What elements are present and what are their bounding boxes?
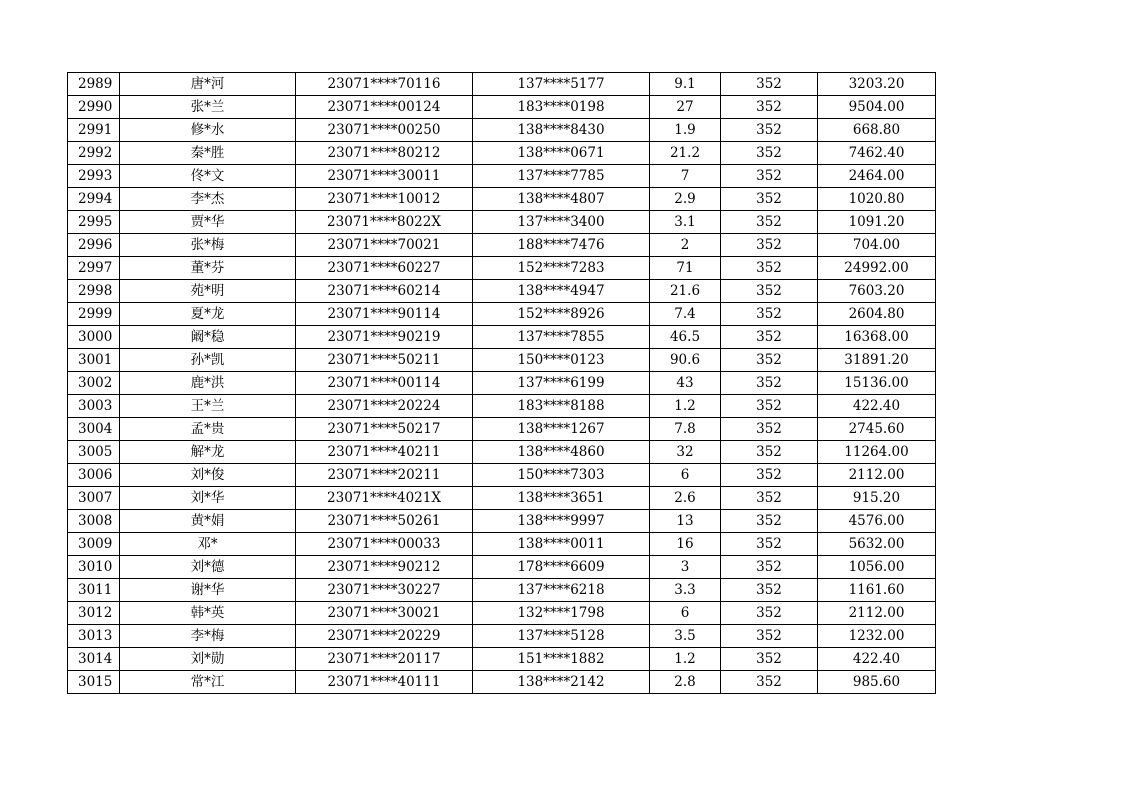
phone-cell: 138****4947 — [473, 280, 650, 303]
id-number-cell: 23071****40211 — [296, 441, 473, 464]
amount-cell: 422.40 — [818, 648, 936, 671]
unit-price-cell: 352 — [721, 418, 818, 441]
table-row — [68, 234, 936, 257]
id-number-cell: 23071****50217 — [296, 418, 473, 441]
id-number-cell: 23071****10012 — [296, 188, 473, 211]
serial-number-cell: 2992 — [68, 142, 120, 165]
amount-cell: 24992.00 — [818, 257, 936, 280]
name-cell: 贾*华 — [120, 211, 296, 234]
phone-cell: 188****7476 — [473, 234, 650, 257]
unit-price-cell: 352 — [721, 441, 818, 464]
area-cell: 2.6 — [650, 487, 721, 510]
unit-price-cell: 352 — [721, 648, 818, 671]
phone-cell: 137****6199 — [473, 372, 650, 395]
amount-cell: 2112.00 — [818, 464, 936, 487]
unit-price-cell: 352 — [721, 464, 818, 487]
name-cell: 谢*华 — [120, 579, 296, 602]
serial-number-cell: 3011 — [68, 579, 120, 602]
area-cell: 7.8 — [650, 418, 721, 441]
phone-cell: 138****4807 — [473, 188, 650, 211]
amount-cell: 2604.80 — [818, 303, 936, 326]
phone-cell: 150****0123 — [473, 349, 650, 372]
name-cell: 张*兰 — [120, 96, 296, 119]
phone-cell: 178****6609 — [473, 556, 650, 579]
amount-cell: 985.60 — [818, 671, 936, 694]
serial-number-cell: 3005 — [68, 441, 120, 464]
area-cell: 13 — [650, 510, 721, 533]
area-cell: 21.6 — [650, 280, 721, 303]
amount-cell: 704.00 — [818, 234, 936, 257]
serial-number-cell: 3002 — [68, 372, 120, 395]
serial-number-cell: 3009 — [68, 533, 120, 556]
table-row — [68, 487, 936, 510]
area-cell: 2 — [650, 234, 721, 257]
amount-cell: 2745.60 — [818, 418, 936, 441]
name-cell: 刘*勋 — [120, 648, 296, 671]
area-cell: 46.5 — [650, 326, 721, 349]
amount-cell: 11264.00 — [818, 441, 936, 464]
name-cell: 鹿*洪 — [120, 372, 296, 395]
name-cell: 唐*河 — [120, 73, 296, 96]
unit-price-cell: 352 — [721, 602, 818, 625]
amount-cell: 668.80 — [818, 119, 936, 142]
area-cell: 9.1 — [650, 73, 721, 96]
area-cell: 7.4 — [650, 303, 721, 326]
phone-cell: 137****3400 — [473, 211, 650, 234]
unit-price-cell: 352 — [721, 533, 818, 556]
unit-price-cell: 352 — [721, 257, 818, 280]
area-cell: 1.9 — [650, 119, 721, 142]
serial-number-cell: 3014 — [68, 648, 120, 671]
serial-number-cell: 2996 — [68, 234, 120, 257]
name-cell: 苑*明 — [120, 280, 296, 303]
table-row — [68, 441, 936, 464]
area-cell: 32 — [650, 441, 721, 464]
table-row — [68, 510, 936, 533]
table-row — [68, 280, 936, 303]
serial-number-cell: 3007 — [68, 487, 120, 510]
area-cell: 43 — [650, 372, 721, 395]
phone-cell: 138****8430 — [473, 119, 650, 142]
id-number-cell: 23071****30021 — [296, 602, 473, 625]
table-row — [68, 326, 936, 349]
unit-price-cell: 352 — [721, 326, 818, 349]
unit-price-cell: 352 — [721, 556, 818, 579]
table-row — [68, 165, 936, 188]
table-row — [68, 119, 936, 142]
id-number-cell: 23071****20117 — [296, 648, 473, 671]
phone-cell: 138****3651 — [473, 487, 650, 510]
phone-cell: 150****7303 — [473, 464, 650, 487]
name-cell: 常*江 — [120, 671, 296, 694]
area-cell: 21.2 — [650, 142, 721, 165]
phone-cell: 152****8926 — [473, 303, 650, 326]
unit-price-cell: 352 — [721, 165, 818, 188]
table-row — [68, 625, 936, 648]
table-row — [68, 372, 936, 395]
area-cell: 7 — [650, 165, 721, 188]
table-body — [68, 73, 936, 694]
unit-price-cell: 352 — [721, 211, 818, 234]
name-cell: 佟*文 — [120, 165, 296, 188]
name-cell: 夏*龙 — [120, 303, 296, 326]
name-cell: 孙*凯 — [120, 349, 296, 372]
id-number-cell: 23071****00114 — [296, 372, 473, 395]
phone-cell: 138****2142 — [473, 671, 650, 694]
area-cell: 16 — [650, 533, 721, 556]
phone-cell: 152****7283 — [473, 257, 650, 280]
phone-cell: 137****6218 — [473, 579, 650, 602]
name-cell: 王*兰 — [120, 395, 296, 418]
id-number-cell: 23071****30227 — [296, 579, 473, 602]
table-row — [68, 257, 936, 280]
unit-price-cell: 352 — [721, 234, 818, 257]
amount-cell: 7603.20 — [818, 280, 936, 303]
amount-cell: 3203.20 — [818, 73, 936, 96]
name-cell: 董*芬 — [120, 257, 296, 280]
serial-number-cell: 3015 — [68, 671, 120, 694]
id-number-cell: 23071****20211 — [296, 464, 473, 487]
unit-price-cell: 352 — [721, 96, 818, 119]
unit-price-cell: 352 — [721, 487, 818, 510]
phone-cell: 137****5177 — [473, 73, 650, 96]
name-cell: 张*梅 — [120, 234, 296, 257]
table-row — [68, 303, 936, 326]
name-cell: 黄*娟 — [120, 510, 296, 533]
serial-number-cell: 2995 — [68, 211, 120, 234]
id-number-cell: 23071****00124 — [296, 96, 473, 119]
serial-number-cell: 3003 — [68, 395, 120, 418]
unit-price-cell: 352 — [721, 372, 818, 395]
amount-cell: 16368.00 — [818, 326, 936, 349]
id-number-cell: 23071****90219 — [296, 326, 473, 349]
phone-cell: 138****4860 — [473, 441, 650, 464]
id-number-cell: 23071****30011 — [296, 165, 473, 188]
area-cell: 90.6 — [650, 349, 721, 372]
id-number-cell: 23071****20229 — [296, 625, 473, 648]
area-cell: 71 — [650, 257, 721, 280]
unit-price-cell: 352 — [721, 119, 818, 142]
amount-cell: 4576.00 — [818, 510, 936, 533]
unit-price-cell: 352 — [721, 303, 818, 326]
serial-number-cell: 3004 — [68, 418, 120, 441]
id-number-cell: 23071****00250 — [296, 119, 473, 142]
table-row — [68, 579, 936, 602]
area-cell: 3.3 — [650, 579, 721, 602]
name-cell: 阚*稳 — [120, 326, 296, 349]
id-number-cell: 23071****4021X — [296, 487, 473, 510]
serial-number-cell: 2989 — [68, 73, 120, 96]
name-cell: 秦*胜 — [120, 142, 296, 165]
unit-price-cell: 352 — [721, 280, 818, 303]
phone-cell: 183****8188 — [473, 395, 650, 418]
serial-number-cell: 3012 — [68, 602, 120, 625]
amount-cell: 915.20 — [818, 487, 936, 510]
area-cell: 1.2 — [650, 648, 721, 671]
serial-number-cell: 2998 — [68, 280, 120, 303]
phone-cell: 183****0198 — [473, 96, 650, 119]
unit-price-cell: 352 — [721, 625, 818, 648]
amount-cell: 1232.00 — [818, 625, 936, 648]
unit-price-cell: 352 — [721, 671, 818, 694]
serial-number-cell: 2991 — [68, 119, 120, 142]
serial-number-cell: 3010 — [68, 556, 120, 579]
name-cell: 邓* — [120, 533, 296, 556]
phone-cell: 137****7855 — [473, 326, 650, 349]
amount-cell: 15136.00 — [818, 372, 936, 395]
phone-cell: 138****1267 — [473, 418, 650, 441]
serial-number-cell: 2997 — [68, 257, 120, 280]
phone-cell: 138****9997 — [473, 510, 650, 533]
table-row — [68, 418, 936, 441]
name-cell: 刘*华 — [120, 487, 296, 510]
data-table — [67, 72, 936, 694]
area-cell: 3.1 — [650, 211, 721, 234]
id-number-cell: 23071****60227 — [296, 257, 473, 280]
area-cell: 6 — [650, 464, 721, 487]
table-row — [68, 671, 936, 694]
id-number-cell: 23071****60214 — [296, 280, 473, 303]
unit-price-cell: 352 — [721, 395, 818, 418]
id-number-cell: 23071****8022X — [296, 211, 473, 234]
area-cell: 1.2 — [650, 395, 721, 418]
id-number-cell: 23071****90212 — [296, 556, 473, 579]
amount-cell: 31891.20 — [818, 349, 936, 372]
serial-number-cell: 3008 — [68, 510, 120, 533]
id-number-cell: 23071****80212 — [296, 142, 473, 165]
id-number-cell: 23071****40111 — [296, 671, 473, 694]
unit-price-cell: 352 — [721, 73, 818, 96]
phone-cell: 137****5128 — [473, 625, 650, 648]
amount-cell: 1091.20 — [818, 211, 936, 234]
amount-cell: 422.40 — [818, 395, 936, 418]
unit-price-cell: 352 — [721, 579, 818, 602]
table-row — [68, 211, 936, 234]
table-row — [68, 395, 936, 418]
id-number-cell: 23071****50261 — [296, 510, 473, 533]
amount-cell: 1056.00 — [818, 556, 936, 579]
name-cell: 孟*贵 — [120, 418, 296, 441]
name-cell: 刘*德 — [120, 556, 296, 579]
id-number-cell: 23071****90114 — [296, 303, 473, 326]
phone-cell: 138****0671 — [473, 142, 650, 165]
name-cell: 修*水 — [120, 119, 296, 142]
serial-number-cell: 2999 — [68, 303, 120, 326]
amount-cell: 1161.60 — [818, 579, 936, 602]
amount-cell: 1020.80 — [818, 188, 936, 211]
area-cell: 2.9 — [650, 188, 721, 211]
unit-price-cell: 352 — [721, 510, 818, 533]
table-row — [68, 602, 936, 625]
table-row — [68, 73, 936, 96]
area-cell: 2.8 — [650, 671, 721, 694]
id-number-cell: 23071****20224 — [296, 395, 473, 418]
id-number-cell: 23071****70116 — [296, 73, 473, 96]
area-cell: 27 — [650, 96, 721, 119]
name-cell: 韩*英 — [120, 602, 296, 625]
table-row — [68, 556, 936, 579]
id-number-cell: 23071****70021 — [296, 234, 473, 257]
phone-cell: 151****1882 — [473, 648, 650, 671]
amount-cell: 2112.00 — [818, 602, 936, 625]
serial-number-cell: 3000 — [68, 326, 120, 349]
name-cell: 刘*俊 — [120, 464, 296, 487]
table-row — [68, 349, 936, 372]
serial-number-cell: 3001 — [68, 349, 120, 372]
unit-price-cell: 352 — [721, 142, 818, 165]
table-row — [68, 188, 936, 211]
area-cell: 3 — [650, 556, 721, 579]
name-cell: 解*龙 — [120, 441, 296, 464]
serial-number-cell: 3013 — [68, 625, 120, 648]
amount-cell: 5632.00 — [818, 533, 936, 556]
serial-number-cell: 2994 — [68, 188, 120, 211]
phone-cell: 137****7785 — [473, 165, 650, 188]
unit-price-cell: 352 — [721, 349, 818, 372]
table-row — [68, 533, 936, 556]
phone-cell: 132****1798 — [473, 602, 650, 625]
area-cell: 3.5 — [650, 625, 721, 648]
table-row — [68, 96, 936, 119]
serial-number-cell: 3006 — [68, 464, 120, 487]
serial-number-cell: 2993 — [68, 165, 120, 188]
table-row — [68, 648, 936, 671]
amount-cell: 7462.40 — [818, 142, 936, 165]
phone-cell: 138****0011 — [473, 533, 650, 556]
id-number-cell: 23071****50211 — [296, 349, 473, 372]
id-number-cell: 23071****00033 — [296, 533, 473, 556]
name-cell: 李*杰 — [120, 188, 296, 211]
amount-cell: 9504.00 — [818, 96, 936, 119]
name-cell: 李*梅 — [120, 625, 296, 648]
amount-cell: 2464.00 — [818, 165, 936, 188]
unit-price-cell: 352 — [721, 188, 818, 211]
serial-number-cell: 2990 — [68, 96, 120, 119]
table-row — [68, 464, 936, 487]
table-row — [68, 142, 936, 165]
area-cell: 6 — [650, 602, 721, 625]
